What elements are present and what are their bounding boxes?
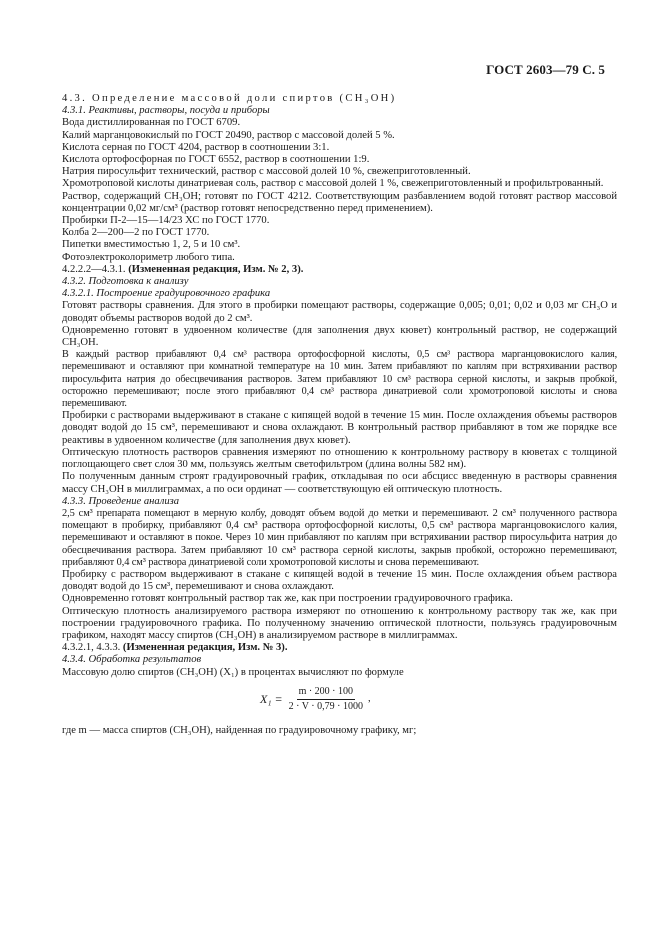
subsection-title: 4.3.4. Обработка результатов <box>62 654 202 666</box>
subsection-title: 4.3.2.1. Построение градуировочного графика <box>62 288 271 300</box>
subsection-title: 4.3.3. Проведение анализа <box>62 495 180 507</box>
formula-legend: где m — масса спиртов (CH₃OH), найденная по градуировочному графику, мг; <box>62 724 417 736</box>
paragraph: Хромотроповой кислоты динатриевая соль, раствор с массовой долей 1 %, свежеприготовленный и профильтрованный. <box>62 178 604 190</box>
paragraph: Пробирку с раствором выдерживают в стакане с кипящей водой в течение 15 мин. После охлаждения объем раствора доводят водой до 15 см³, перемешивают и снова охлаждают. <box>62 568 617 593</box>
subsection-title: 4.3.2. Подготовка к анализу <box>62 276 189 288</box>
paragraph: Колба 2—200—2 по ГОСТ 1770. <box>62 227 210 239</box>
paragraph: Пипетки вместимостью 1, 2, 5 и 10 см³. <box>62 239 241 251</box>
paragraph: Кислота серная по ГОСТ 4204, раствор в соотношении 3:1. <box>62 141 330 153</box>
paragraph: Оптическую плотность анализируемого раствора измеряют по отношению к контрольному раствору так же, как при построении градуировочного графика. По полученному значению оптической плотности, пользуясь градуировочным графиком, находят массу спиртов (CH₃OH) в анализируемом растворе в миллиграммах. <box>62 605 617 641</box>
formula-comma: , <box>367 693 371 705</box>
page-header: ГОСТ 2603—79 С. 5 <box>486 62 605 77</box>
amendment-note: 4.2.2.2—4.3.1. (Измененная редакция, Изм. № 2, 3). <box>62 263 304 275</box>
paragraph: По полученным данным строят градуировочный график, откладывая по оси абсцисс введенную в растворы сравнения массу CH₃OH в миллиграммах, а по оси ординат — соответствующую ей оптическую плотность. <box>62 471 617 495</box>
paragraph: Готовят растворы сравнения. Для этого в пробирки помещают растворы, содержащие 0,005; 0,01; 0,02 и 0,03 мг CH₃O и доводят объемы растворов водой до 2 см³. <box>62 300 617 324</box>
paragraph: Одновременно готовят в удвоенном количестве (для заполнения двух кювет) контрольный раствор, не содержащий CH₃OH. <box>62 324 617 349</box>
paragraph: Раствор, содержащий CH₃OH; готовят по ГОСТ 4212. Соответствующим разбавлением водой готовят раствор массовой концентрации 0,02 мг/см³ (раствор готовят непосредственно перед применением). <box>62 190 617 214</box>
amendment-note: 4.3.2.1, 4.3.3. (Измененная редакция, Изм. № 3). <box>62 642 288 654</box>
formula-numerator: m · 200 · 100 <box>297 686 355 700</box>
paragraph: Оптическую плотность растворов сравнения измеряют по отношению к контрольному раствору в кюветах с толщиной поглощающего свет слоя 30 мм, пользуясь желтым светофильтром (длина волны 582 нм). <box>62 446 617 471</box>
paragraph: Массовую долю спиртов (CH₃OH) (X₁) в процентах вычисляют по формуле <box>62 666 404 678</box>
paragraph: 2,5 см³ препарата помещают в мерную колбу, доводят объем водой до метки и перемешивают. 2 см³ полученного раствора помещают в пробирку, прибавляют 0,4 см³ раствора ортофосфорной кислоты, 0,5 см³ раствора марганцовокислого калия, перемешивают и оставляют в покое. Через 10 мин прибавляют по каплям при встряхивании раствор пиросульфита натрия до обесцвечивания раствора. Затем прибавляют 10 см³ раствора серной кислоты, закрыв пробкой, осторожно перемешивают, прибавляют 0,4 см³ раствора динатриевой соли хромотроповой кислоты и снова перемешивают. <box>62 507 617 568</box>
formula-lhs: X₁ = <box>260 692 283 707</box>
paragraph: Пробирки П-2—15—14/23 ХС по ГОСТ 1770. <box>62 215 270 227</box>
paragraph: В каждый раствор прибавляют 0,4 см³ раствора ортофосфорной кислоты, 0,5 см³ раствора марганцовокислого калия, перемешивают и оставляют при комнатной температуре на 10 мин. Затем прибавляют по каплям при встряхивании раствор пиросульфита натрия до обесцвечивания растворов. Затем прибавляют 10 см³ раствора серной кислоты, и закрыв пробкой, осторожно перемешивают; после этого прибавляют 0,4 см³ раствора динатриевой соли хромотроповой кислоты и снова перемешивают. <box>62 349 617 410</box>
paragraph: Калий марганцовокислый по ГОСТ 20490, раствор с массовой долей 5 %. <box>62 129 395 141</box>
paragraph: Кислота ортофосфорная по ГОСТ 6552, раствор в соотношении 1:9. <box>62 154 370 166</box>
subsection-title: 4.3.1. Реактивы, растворы, посуда и приборы <box>62 105 270 117</box>
formula-denominator: 2 · V · 0,79 · 1000 <box>288 700 363 712</box>
paragraph: Вода дистиллированная по ГОСТ 6709. <box>62 117 241 129</box>
section-title: 4.3. Определение массовой доли спиртов (CH₃OH) <box>62 93 397 104</box>
paragraph: Одновременно готовят контрольный раствор так же, как при построении градуировочного графика. <box>62 593 513 605</box>
paragraph: Фотоэлектроколориметр любого типа. <box>62 251 235 263</box>
paragraph: Натрия пиросульфит технический, раствор с массовой долей 10 %, свежеприготовленный. <box>62 166 471 178</box>
document-body <box>62 93 617 737</box>
formula <box>62 685 617 719</box>
paragraph: Пробирки с растворами выдерживают в стакане с кипящей водой в течение 15 мин. После охлаждения объемы растворов доводят водой до 15 см³, перемешивают и снова охлаждают. В контрольный раствор прибавляют в том же порядке все реактивы в удвоенном количестве (для заполнения двух кювет). <box>62 410 617 446</box>
